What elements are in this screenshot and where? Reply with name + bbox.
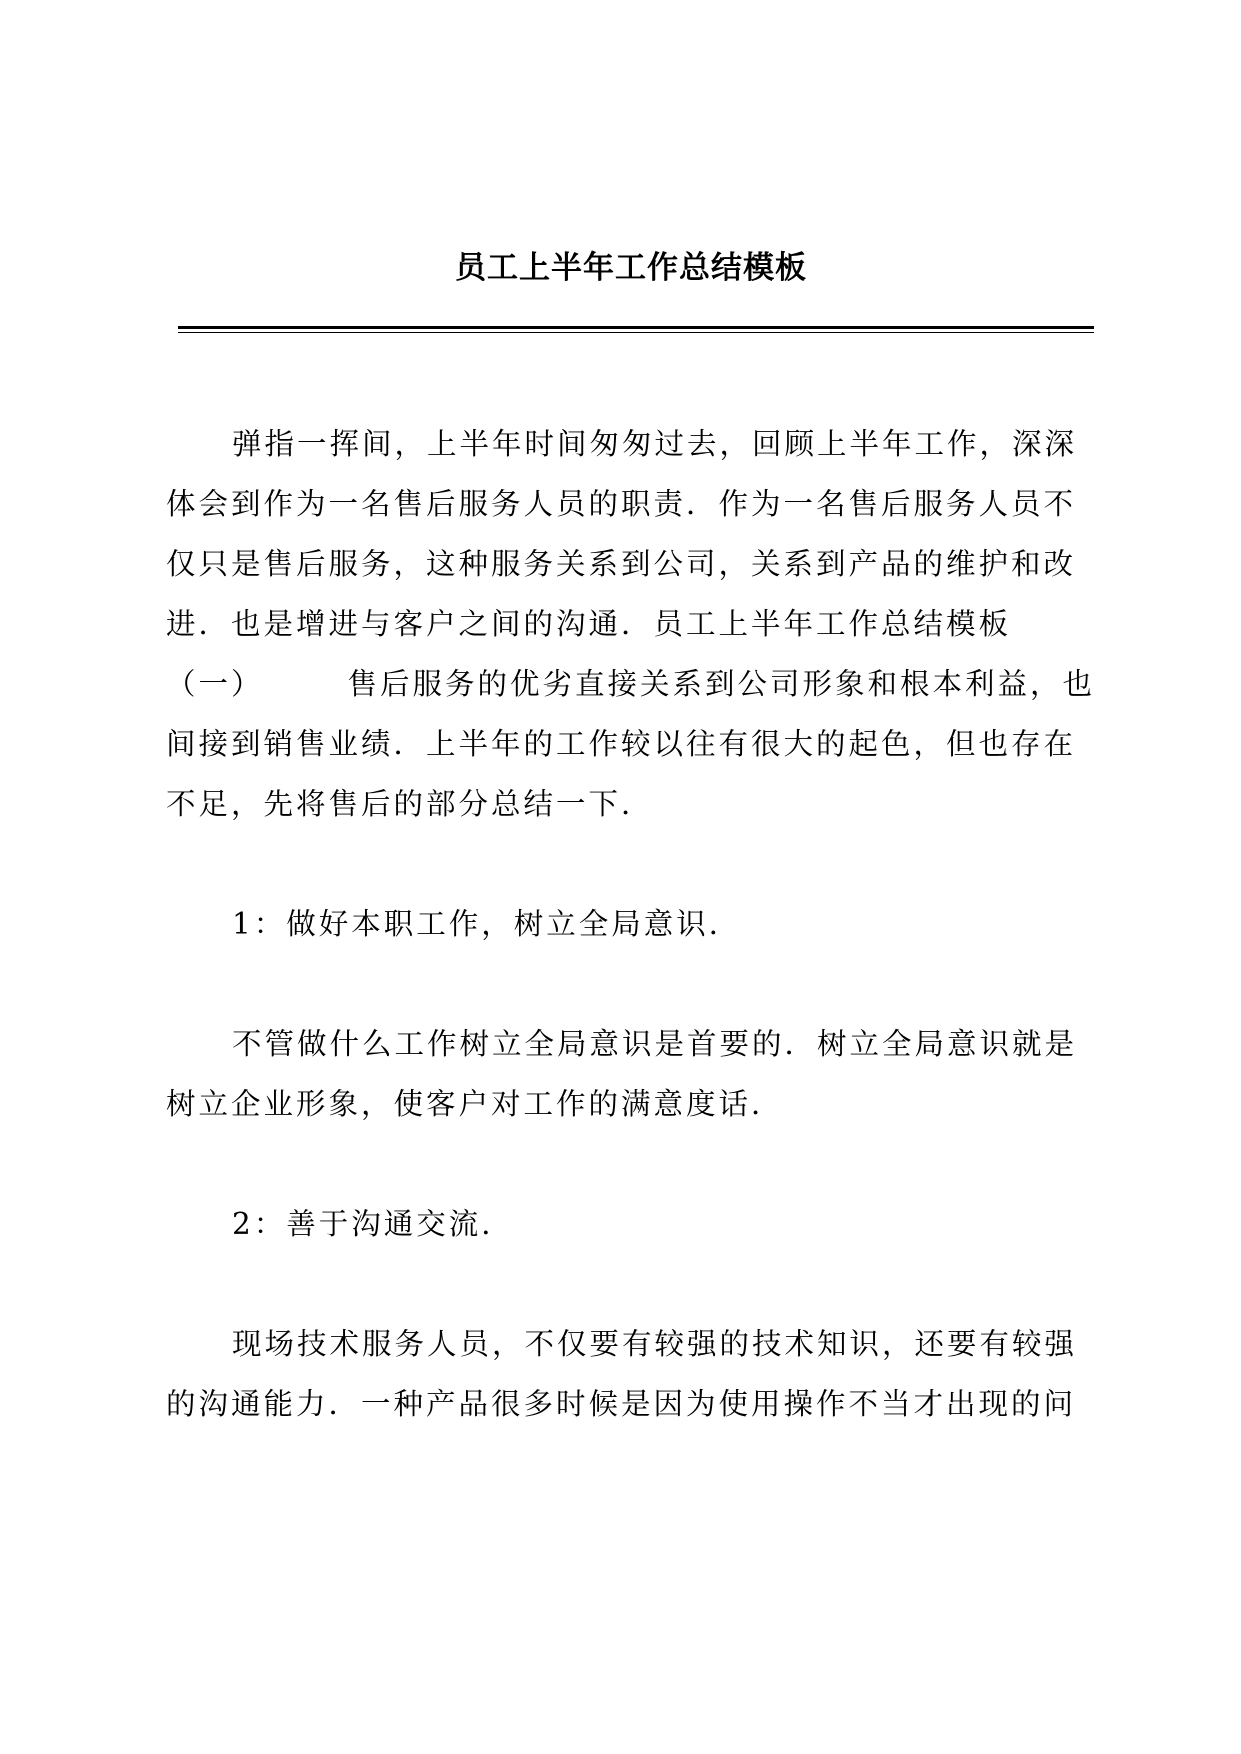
section-marker: （一） — [166, 667, 264, 701]
section-one-text: 售后服务的优劣直接关系到公司形象和根本利益，也间接到销售业绩．上半年的工作较以往有很大的起色，但也存在不足，先将售后的部分总结一下． — [166, 667, 1096, 821]
document-title: 员工上半年工作总结模板 — [455, 250, 807, 286]
heading-item-2: 2：善于沟通交流． — [232, 1207, 514, 1241]
paragraph-item-2: 现场技术服务人员，不仅要有较强的技术知识，还要有较强的沟通能力．一种产品很多时候是因为使用操作不当才出现的问 — [166, 1327, 1078, 1421]
paragraph-intro: 弹指一挥间，上半年时间匆匆过去，回顾上半年工作，深深体会到作为一名售后服务人员的职责．作为一名售后服务人员不仅只是售后服务，这种服务关系到公司，关系到产品的维护和改进．也是增进与客户之间的沟通．员工上半年工作总结模板 — [166, 427, 1078, 641]
paragraph-item-1: 不管做什么工作树立全局意识是首要的．树立全局意识就是树立企业形象，使客户对工作的满意度话． — [166, 1027, 1078, 1121]
paragraph-section-one — [166, 654, 1096, 834]
title-double-rule — [178, 326, 1094, 333]
heading-item-1: 1：做好本职工作，树立全局意识． — [232, 907, 742, 941]
document-body — [166, 414, 1096, 1434]
